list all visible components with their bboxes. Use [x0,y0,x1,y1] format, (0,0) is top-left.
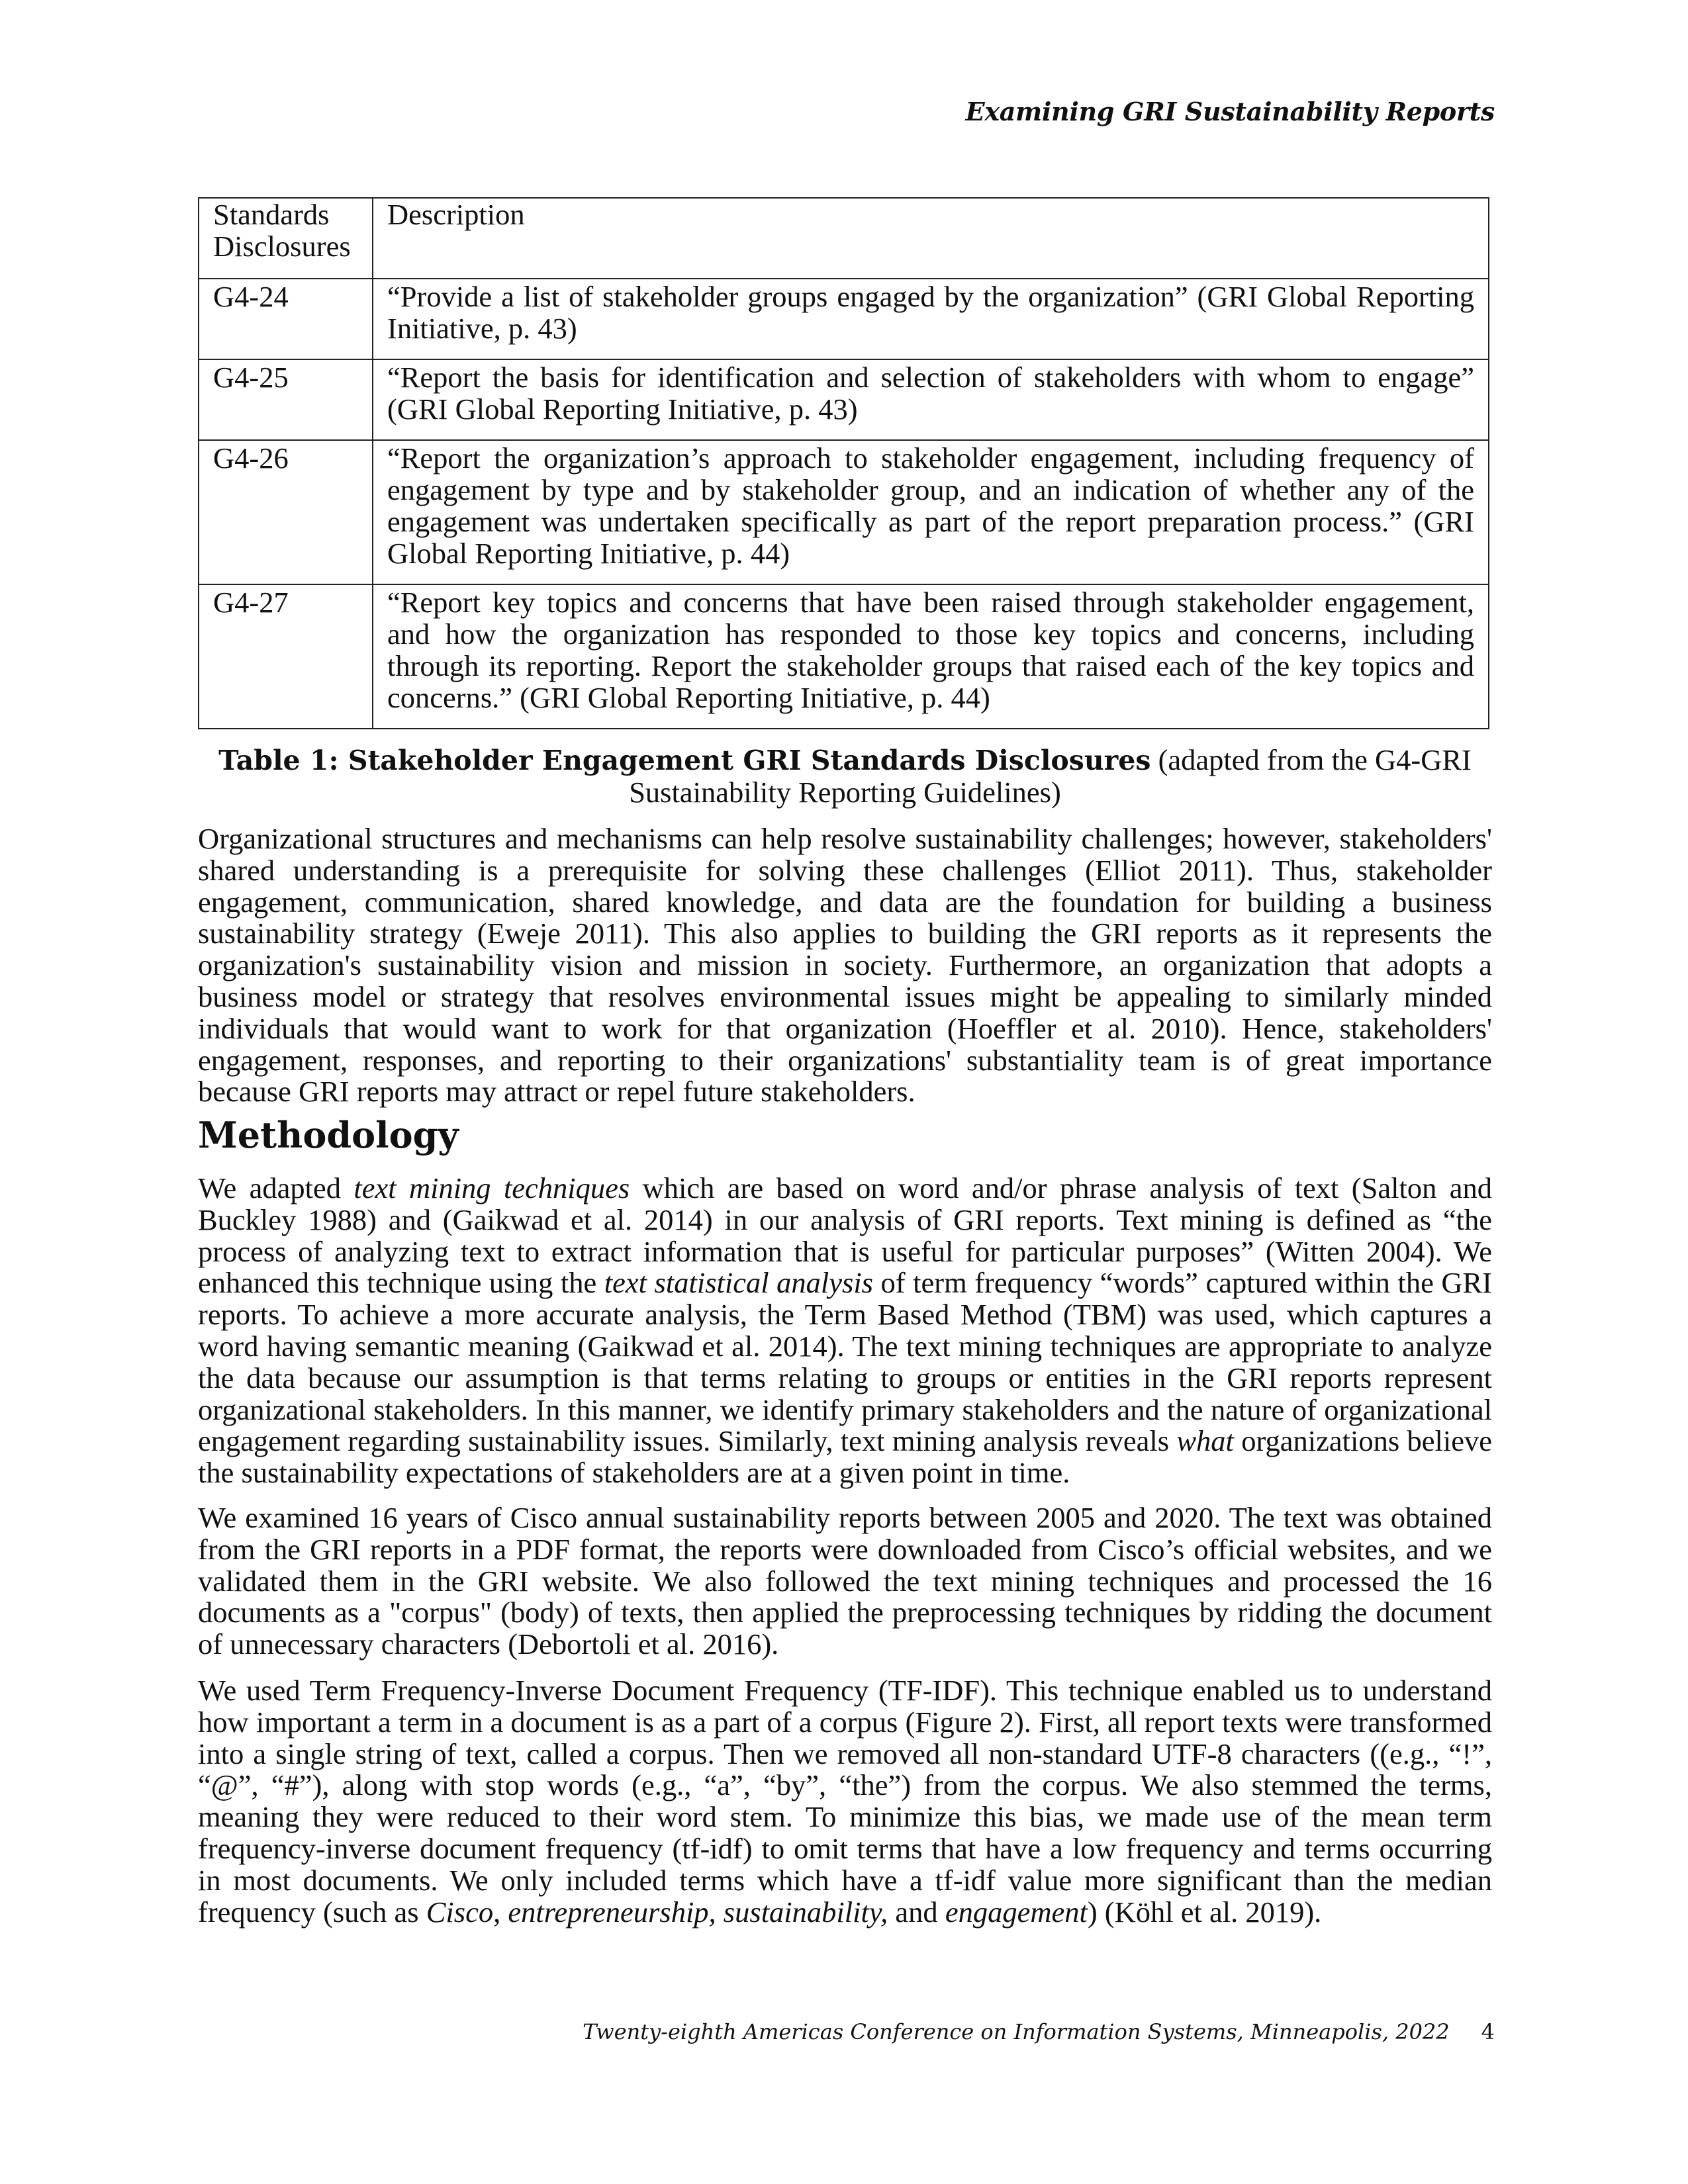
disclosure-code: G4-27 [199,584,373,729]
paragraph-tfidf: We used Term Frequency-Inverse Document Frequency (TF-IDF). This technique enabled us to understand how important a term in a document is as a part of a corpus (Figure 2). First, all report texts were transformed into a single string of text, called a corpus. Then we removed all non-standard UTF-8 characters ((e.g., “!”, “@”, “#”), along with stop words (e.g., “a”, “by”, “the”) from the corpus. We also stemmed the terms, meaning they were reduced to their word stem. To minimize this bias, we made use of the mean term frequency-inverse document frequency (tf-idf) to omit terms that have a low frequency and terms occurring in most documents. We only included terms which have a tf-idf value more significant than the median frequency (such as Cisco, entrepreneurship, sustainability, and engagement) (Köhl et al. 2019). [198,1674,1492,1929]
page-footer [583,2019,1495,2044]
disclosure-description: “Report key topics and concerns that have been raised through stakeholder engagement, and how the organization has responded to those key topics and concerns, including through its reporting. Report the stakeholder groups that raised each of the key topics and concerns.” (GRI Global Reporting Initiative, p. 44) [373,584,1489,729]
table-header-row [199,198,1489,279]
page-number: 4 [1481,2019,1495,2044]
table-caption [198,744,1492,808]
table-caption-note: (adapted from the G4-GRI Sustainability Reporting Guidelines) [629,743,1472,809]
disclosure-description: “Provide a list of stakeholder groups engaged by the organization” (GRI Global Reporting Initiative, p. 43) [373,279,1489,359]
table-row [199,279,1489,359]
table-row [199,440,1489,584]
disclosures-table [198,197,1489,729]
paragraph-data-collection: We examined 16 years of Cisco annual sustainability reports between 2005 and 2020. The text was obtained from the GRI reports in a PDF format, the reports were downloaded from Cisco’s official websites, and we validated them in the GRI website. We also followed the text mining techniques and processed the 16 documents as a "corpus" (body) of texts, then applied the preprocessing techniques by ridding the document of unnecessary characters (Debortoli et al. 2016). [198,1501,1492,1661]
disclosure-code: G4-26 [199,440,373,584]
section-heading: Methodology [198,1114,459,1156]
paragraph-methodology: We adapted text mining techniques which are based on word and/or phrase analysis of text (Salton and Buckley 1988) and (Gaikwad et al. 2014) in our analysis of GRI reports. Text mining is defined as “the process of analyzing text to extract information that is useful for particular purposes” (Witten 2004). We enhanced this technique using the text statistical analysis of term frequency “words” captured within the GRI reports. To achieve a more accurate analysis, the Term Based Method (TBM) was used, which captures a word having semantic meaning (Gaikwad et al. 2014). The text mining techniques are appropriate to analyze the data because our assumption is that terms relating to groups or entities in the GRI reports represent organizational stakeholders. In this manner, we identify primary stakeholders and the nature of organizational engagement regarding sustainability issues. Similarly, text mining analysis reveals what organizations believe the sustainability expectations of stakeholders are at a given point in time. [198,1171,1492,1490]
disclosure-description: “Report the organization’s approach to stakeholder engagement, including frequency of engagement by type and by stakeholder group, and an indication of whether any of the engagement was undertaken specifically as part of the report preparation process.” (GRI Global Reporting Initiative, p. 44) [373,440,1489,584]
conference-name: Twenty-eighth Americas Conference on Information Systems, Minneapolis, 2022 [583,2019,1450,2044]
table-row [199,359,1489,440]
disclosure-code: G4-25 [199,359,373,440]
paragraph-intro: Organizational structures and mechanisms can help resolve sustainability challenges; however, stakeholders' shared understanding is a prerequisite for solving these challenges (Elliot 2011). Thus, stakeholder engagement, communication, shared knowledge, and data are the foundation for building a business sustainability strategy (Eweje 2011). This also applies to building the GRI reports as it represents the organization's sustainability vision and mission in society. Furthermore, an organization that adopts a business model or strategy that resolves environmental issues might be appealing to similarly minded individuals that would want to work for that organization (Hoeffler et al. 2010). Hence, stakeholders' engagement, responses, and reporting to their organizations' substantiality team is of great importance because GRI reports may attract or repel future stakeholders. [198,822,1492,1109]
table-caption-title: Table 1: Stakeholder Engagement GRI Standards Disclosures [218,745,1151,776]
table-row [199,584,1489,729]
disclosure-description: “Report the basis for identification and selection of stakeholders with whom to engage” (GRI Global Reporting Initiative, p. 43) [373,359,1489,440]
column-header-standards: Standards Disclosures [199,198,373,279]
column-header-description: Description [373,198,1489,279]
running-header: Examining GRI Sustainability Reports [965,97,1495,126]
disclosure-code: G4-24 [199,279,373,359]
